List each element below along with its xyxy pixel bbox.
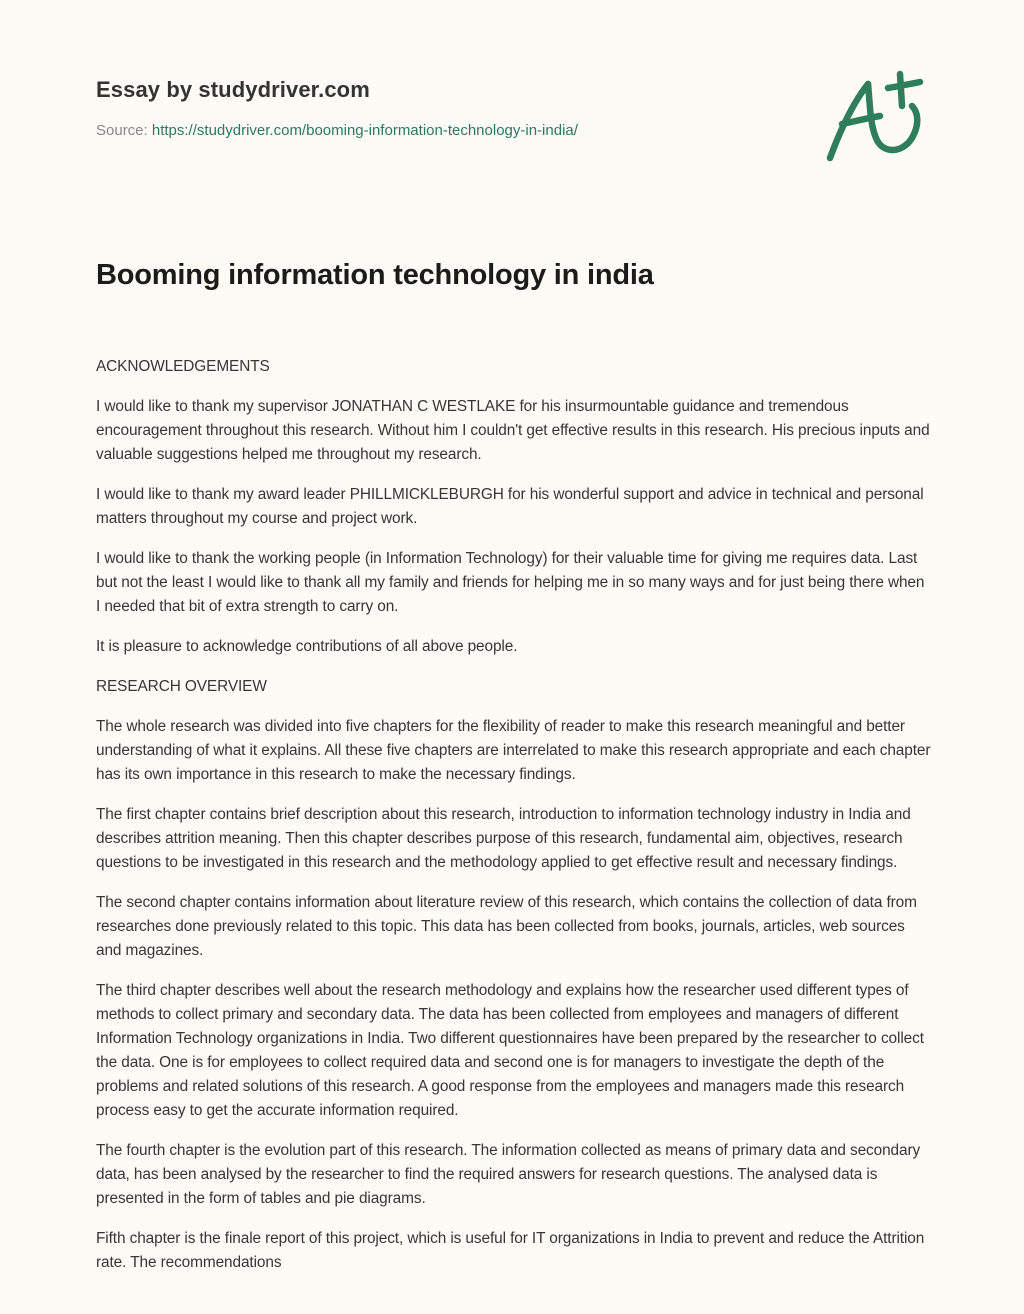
paragraph: The fourth chapter is the evolution part of this research. The information collected as means of primary data and secondary data, has been analysed by the researcher to find the required answers for research questions. The analysed data is presented in the form of tables and pie diagrams. <box>96 1142 921 1207</box>
paragraph: The whole research was divided into five chapters for the flexibility of reader to make this research meaningful and better understanding of what it explains. All these five chapters are interrelated to make this research appropriate and each chapter has its own importance in this research to make the necessary findings. <box>96 718 931 783</box>
section-heading-acknowledgements: ACKNOWLEDGEMENTS <box>96 358 270 375</box>
page-header <box>96 76 796 141</box>
paragraph: I would like to thank my award leader PHILLMICKLEBURGH for his wonderful support and advice in technical and personal matters throughout my course and project work. <box>96 486 924 527</box>
source-label: Source: <box>96 122 148 139</box>
document-body <box>96 355 932 1291</box>
site-title: Essay by studydriver.com <box>96 77 370 102</box>
paragraph: The first chapter contains brief description about this research, introduction to information technology industry in India and describes attrition meaning. Then this chapter describes purpose of this research, fundamental aim, objectives, research questions to be investigated in this research and the methodology applied to get effective result and necessary findings. <box>96 806 911 871</box>
paragraph: Fifth chapter is the finale report of this project, which is useful for IT organizations in India to prevent and reduce the Attrition rate. The recommendations <box>96 1230 925 1271</box>
paragraph: I would like to thank the working people (in Information Technology) for their valuable time for giving me requires data. Last but not the least I would like to thank all my family and friends for helping me in so many ways and for just being there when I needed that bit of extra strength to carry on. <box>96 550 925 615</box>
section-heading-research-overview: RESEARCH OVERVIEW <box>96 678 267 695</box>
source-line <box>96 121 796 141</box>
paragraph: It is pleasure to acknowledge contributions of all above people. <box>96 638 518 655</box>
paragraph: The second chapter contains information about literature review of this research, which contains the collection of data from researches done previously related to this topic. This data has been collected from books, journals, articles, web sources and magazines. <box>96 894 917 959</box>
document-title: Booming information technology in india <box>96 259 654 291</box>
paragraph: The third chapter describes well about the research methodology and explains how the researcher used different types of methods to collect primary and secondary data. The data has been collected from employees and managers of different Information Technology organizations in India. Two different questionnaires have been prepared by the researcher to collect the data. One is for employees to collect required data and second one is for managers to investigate the depth of the problems and related solutions of this research. A good response from the employees and managers made this research process easy to get the accurate information required. <box>96 982 924 1119</box>
paragraph: I would like to thank my supervisor JONATHAN C WESTLAKE for his insurmountable guidance and tremendous encouragement throughout this research. Without him I couldn't get effective results in this research. His precious inputs and valuable suggestions helped me throughout my research. <box>96 398 930 463</box>
source-link[interactable]: https://studydriver.com/booming-information-technology-in-india/ <box>151 122 578 139</box>
a-plus-grade-icon <box>820 66 930 166</box>
